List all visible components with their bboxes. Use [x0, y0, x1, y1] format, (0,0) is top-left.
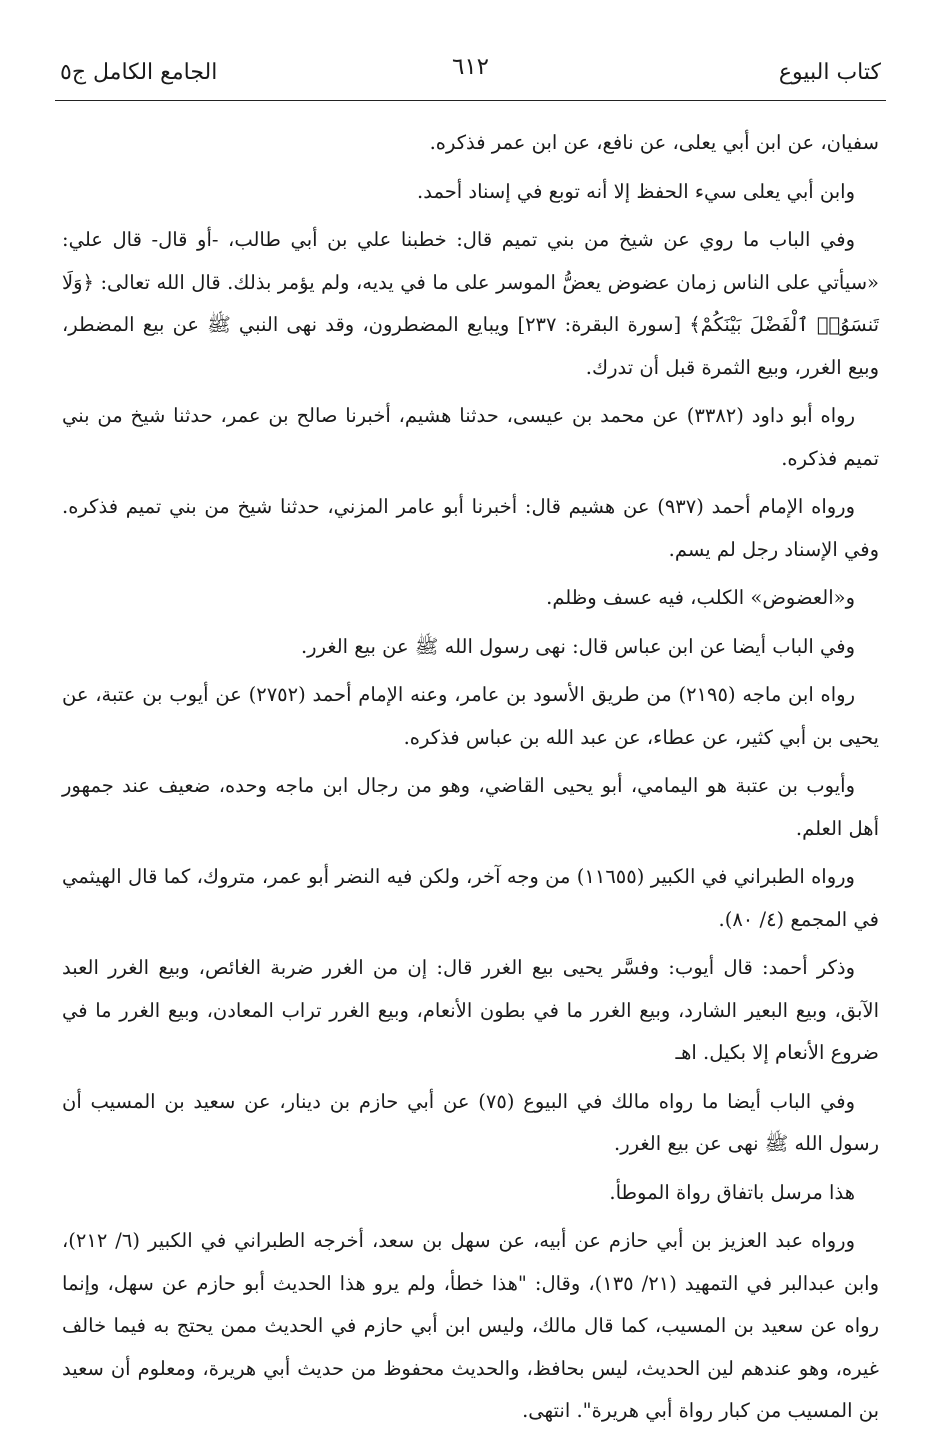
paragraph: و«العضوض» الكلب، فيه عسف وظلم. — [546, 586, 855, 609]
paragraph: وابن أبي يعلى سيء الحفظ إلا أنه توبع في إسناد أحمد. — [417, 179, 855, 203]
paragraph: ورواه عبد العزيز بن أبي حازم عن أبيه، عن سهل بن سعد، أخرجه الطبراني في الكبير (٦/ ٢١٢)، وابن عبدالبر في التمهيد (٢١/ ١٣٥)، وقال: "هذا خطأ، ولم يرو هذا الحديث أبو حازم عن سهل، وإنما رواه عن سعيد بن المسيب، كما قال مالك، وليس ابن أبي حازم في الحديث ممن يحتج به فيما خالف غيره، وهو عندهم لين الحديث، ليس بحافظ، والحديث محفوظ من حديث أبي هريرة، ومعلوم أن سعيد بن المسيب من كبار رواة أبي هريرة". انتهى. — [62, 1229, 879, 1422]
running-header — [60, 50, 881, 94]
paragraph: رواه أبو داود (٣٣٨٢) عن محمد بن عيسى، حدثنا هشيم، أخبرنا صالح بن عمر، حدثنا شيخ من بني تميم فذكره. — [62, 404, 879, 470]
paragraph: وذكر أحمد: قال أيوب: وفسَّر يحيى بيع الغرر قال: إن من الغرر ضربة الغائص، وبيع الغرر العبد الآبق، وبيع البعير الشارد، وبيع الغرر ما في بطون الأنعام، وبيع الغرر تراب المعادن، وبيع الغرر ما في ضروع الأنعام إلا بكيل. اهـ — [62, 956, 879, 1064]
book-title: الجامع الكامل ج٥ — [60, 59, 218, 85]
paragraph: وفي الباب أيضا ما رواه مالك في البيوع (٧٥) عن أبي حازم بن دينار، عن سعيد بن المسيب أن رسول الله ﷺ نهى عن بيع الغرر. — [62, 1089, 879, 1155]
paragraph: هذا مرسل باتفاق رواة الموطأ. — [609, 1180, 855, 1204]
chapter-title: كتاب البيوع — [778, 59, 881, 85]
page-number: ٦١٢ — [451, 54, 490, 80]
paragraph: ورواه الإمام أحمد (٩٣٧) عن هشيم قال: أخبرنا أبو عامر المزني، حدثنا شيخ من بني تميم فذكره. وفي الإسناد رجل لم يسم. — [62, 495, 879, 561]
page-body — [62, 122, 879, 1439]
paragraph: وفي الباب ما روي عن شيخ من بني تميم قال: خطبنا علي بن أبي طالب، -أو قال- قال علي: «سيأتي على الناس زمان عضوض يعضُّ الموسر على ما في يديه، ولم يؤمر بذلك. قال الله تعالى: ﴿وَلَا تَنسَوُا۟ ٱلْفَضْلَ بَيْنَكُمْ﴾ [سورة البقرة: ٢٣٧] ويبايع المضطرون، وقد نهى النبي ﷺ عن بيع المضطر، وبيع الغرر، وبيع الثمرة قبل أن تدرك. — [62, 228, 879, 379]
paragraph: وفي الباب أيضا عن ابن عباس قال: نهى رسول الله ﷺ عن بيع الغرر. — [300, 634, 855, 658]
paragraph: رواه ابن ماجه (٢١٩٥) من طريق الأسود بن عامر، وعنه الإمام أحمد (٢٧٥٢) عن أيوب بن عتبة، عن يحيى بن أبي كثير، عن عطاء، عن عبد الله بن عباس فذكره. — [62, 683, 879, 749]
paragraph: سفيان، عن ابن أبي يعلى، عن نافع، عن ابن عمر فذكره. — [429, 131, 879, 154]
header-rule — [55, 100, 886, 101]
paragraph: ورواه الطبراني في الكبير (١١٦٥٥) من وجه آخر، ولكن فيه النضر أبو عمر، متروك، كما قال الهيثمي في المجمع (٤/ ٨٠). — [62, 865, 879, 931]
paragraph: وأيوب بن عتبة هو اليمامي، أبو يحيى القاضي، وهو من رجال ابن ماجه وحده، ضعيف عند جمهور أهل العلم. — [62, 774, 879, 840]
